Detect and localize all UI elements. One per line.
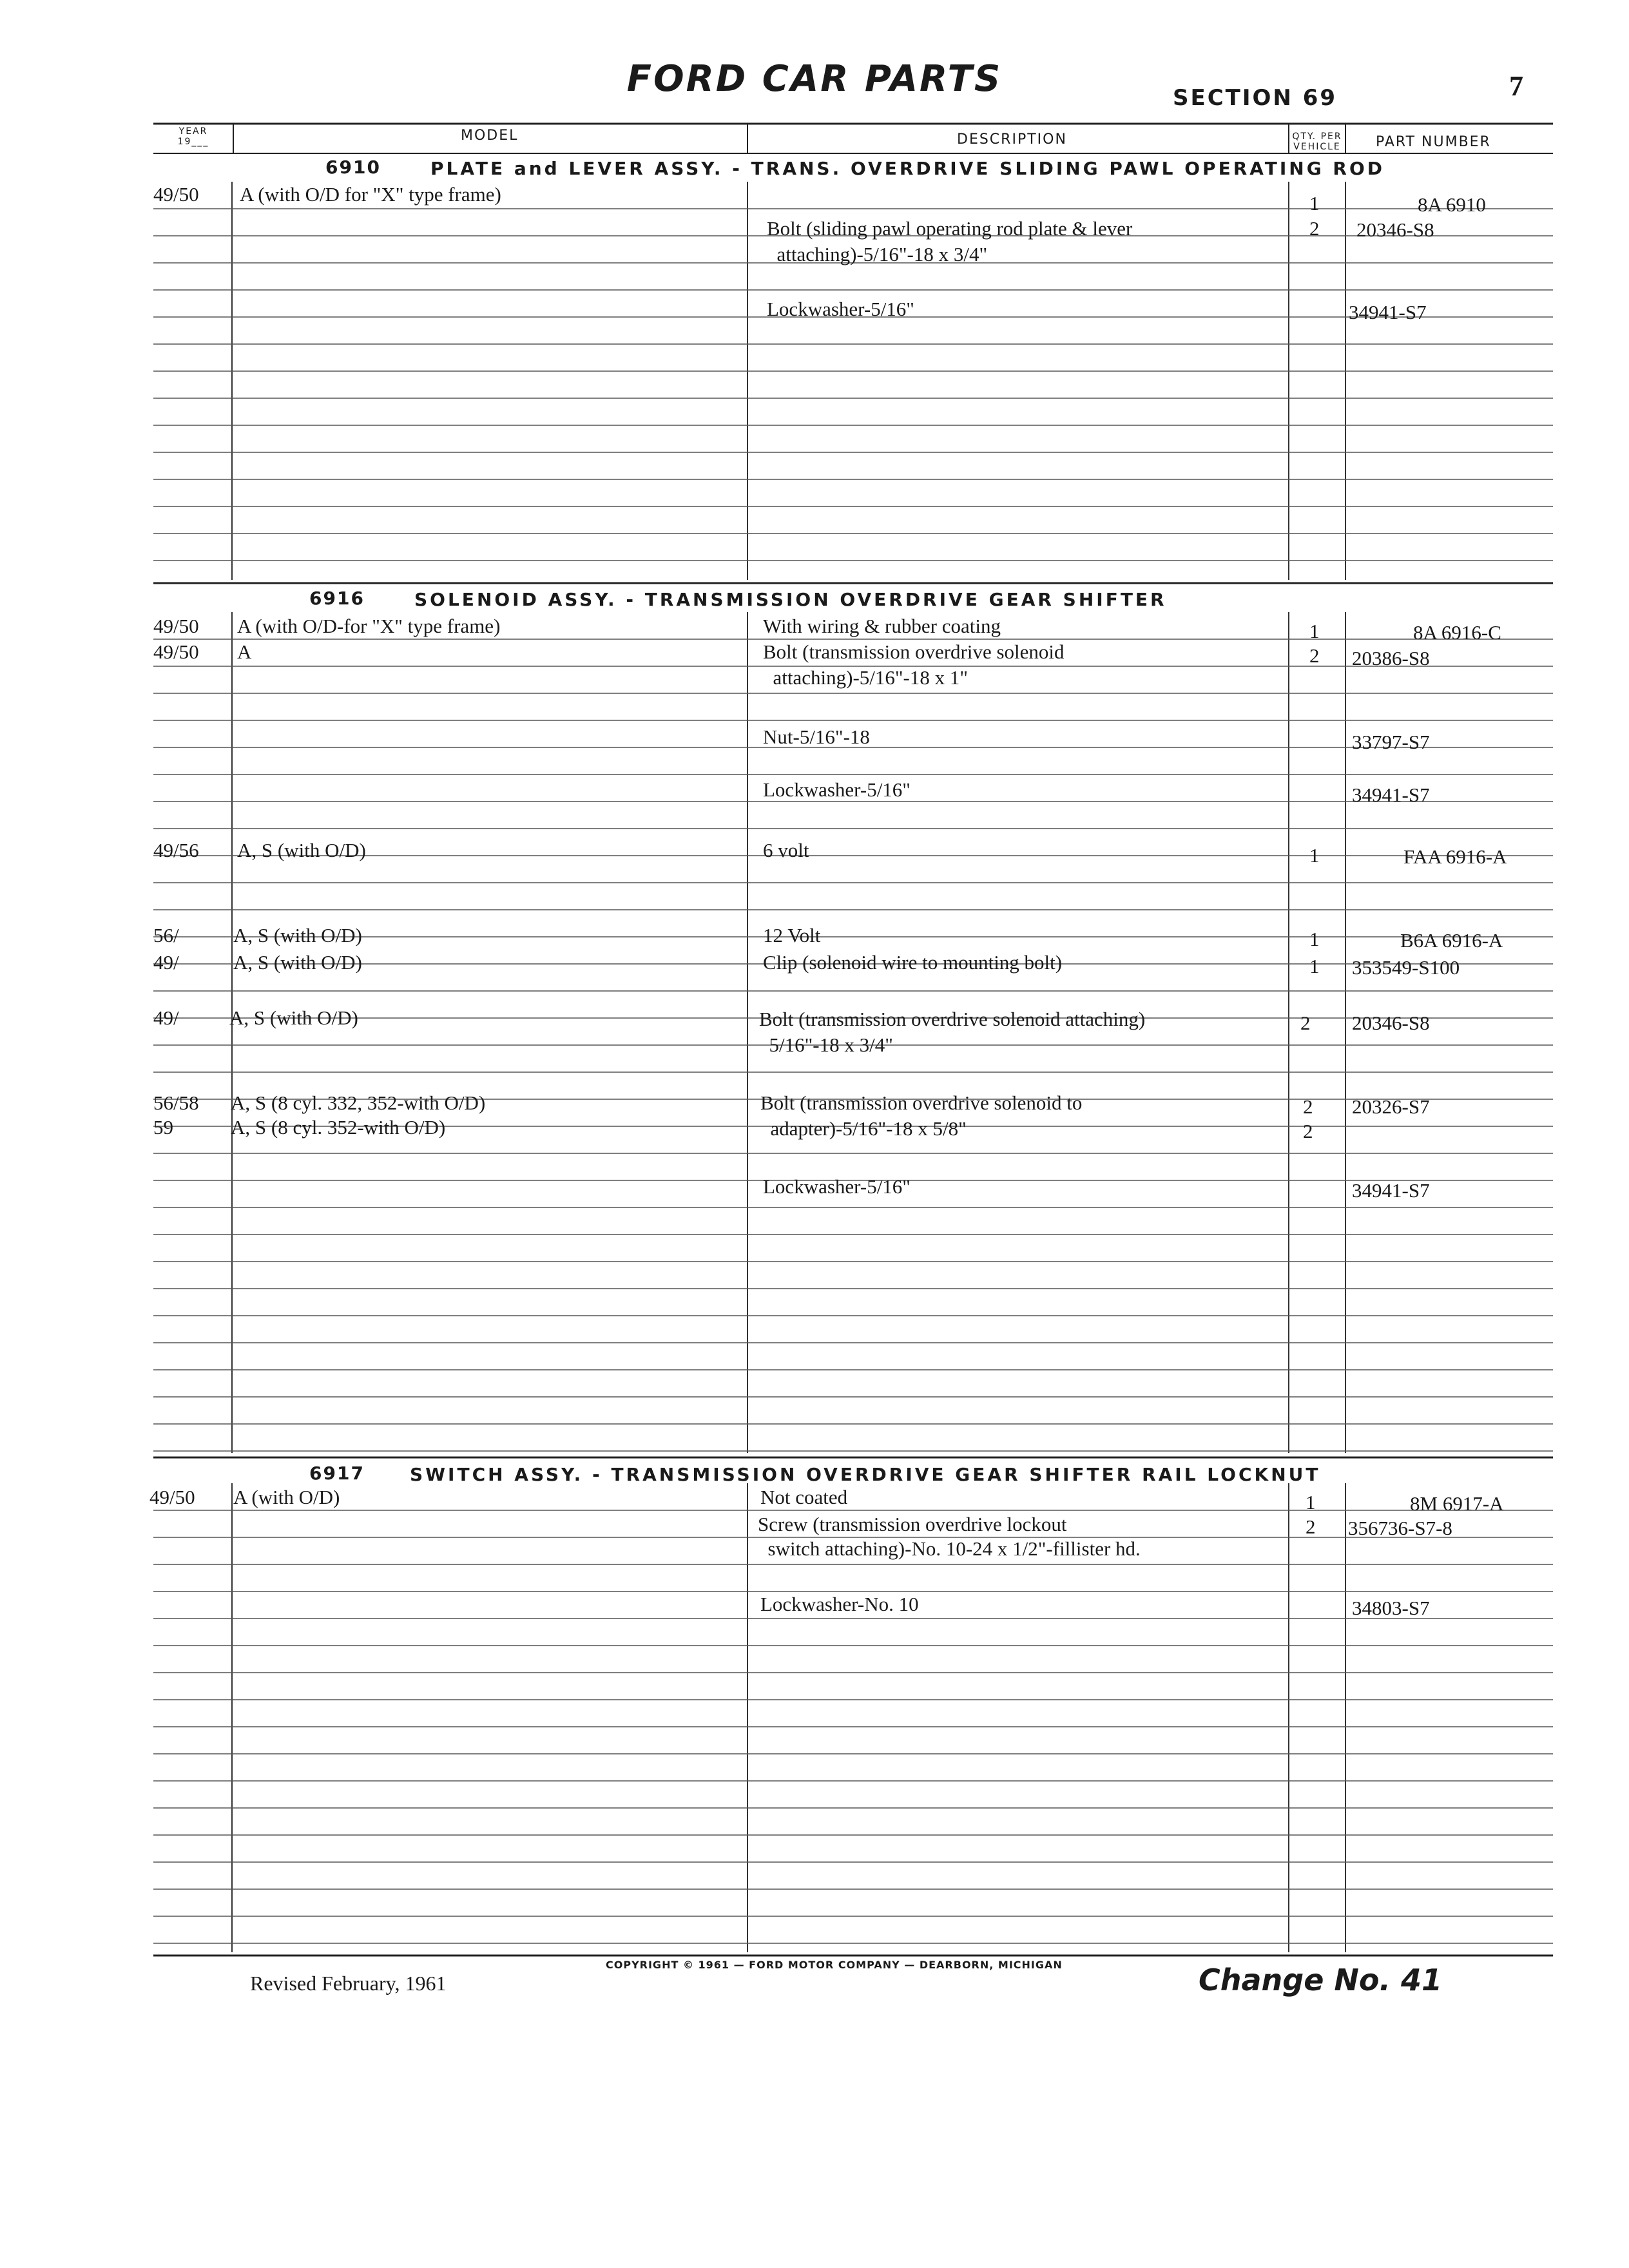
row-description: Bolt (transmission overdrive solenoid [763, 640, 1065, 663]
row-description: Lockwasher-5/16" [763, 1175, 911, 1198]
row-part: 20346-S8 [1356, 218, 1434, 241]
row-part: 356736-S7-8 [1348, 1517, 1452, 1539]
row-part: FAA 6916-A [1403, 845, 1507, 868]
group-number: 6916 [309, 588, 365, 609]
row-qty: 1 [1306, 1491, 1316, 1514]
row-part: B6A 6916-A [1400, 929, 1503, 952]
change-number: Change No. 41 [1199, 1963, 1443, 1997]
row-part: 34941-S7 [1352, 1179, 1430, 1202]
col-qty-line1: QTY. PER [1292, 131, 1342, 142]
row-year: 59 [153, 1116, 173, 1139]
row-model: A, S (with O/D) [229, 1006, 358, 1029]
row-year: 49/50 [149, 1486, 195, 1508]
row-model: A, S (with O/D) [233, 924, 362, 947]
row-year: 56/58 [153, 1091, 199, 1114]
row-qty: 2 [1309, 644, 1320, 667]
row-year: 49/50 [153, 615, 199, 637]
group-number: 6910 [325, 157, 381, 178]
row-description: adapter)-5/16"-18 x 5/8" [760, 1117, 967, 1140]
row-description: Lockwasher-5/16" [763, 778, 911, 801]
row-part: 8M 6917-A [1410, 1492, 1504, 1515]
group-number: 6917 [309, 1463, 365, 1484]
row-year: 49/ [153, 1006, 179, 1029]
col-description-header: DESCRIPTION [957, 131, 1067, 148]
group-title: SOLENOID ASSY. - TRANSMISSION OVERDRIVE GEAR SHIFTER [414, 589, 1167, 610]
row-part: 353549-S100 [1352, 956, 1460, 979]
col-qty-header [1291, 131, 1343, 152]
group-title: SWITCH ASSY. - TRANSMISSION OVERDRIVE GEAR SHIFTER RAIL LOCKNUT [410, 1464, 1321, 1485]
col-year-label: YEAR [178, 126, 208, 137]
page-title: FORD CAR PARTS [626, 58, 1003, 100]
col-year-prefix: 19___ [177, 137, 209, 147]
row-qty: 1 [1309, 928, 1320, 950]
row-model: A, S (with O/D) [237, 839, 366, 861]
row-qty: 2 [1309, 217, 1320, 240]
row-description: attaching)-5/16"-18 x 3/4" [767, 243, 988, 265]
row-year: 49/50 [153, 183, 199, 206]
row-qty: 2 [1303, 1120, 1313, 1142]
row-description: Bolt (transmission overdrive solenoid to [760, 1091, 1083, 1114]
col-model-header: MODEL [461, 128, 519, 144]
row-description: 6 volt [763, 839, 809, 861]
row-model: A (with O/D) [233, 1486, 340, 1508]
col-part-number-header: PART NUMBER [1376, 134, 1491, 150]
row-qty: 2 [1306, 1515, 1316, 1538]
row-part: 20386-S8 [1352, 647, 1430, 669]
row-year: 49/56 [153, 839, 199, 861]
copyright-notice: COPYRIGHT © 1961 — FORD MOTOR COMPANY — DEARBORN, MICHIGAN [606, 1959, 1063, 1971]
row-qty: 2 [1303, 1095, 1313, 1118]
row-description: switch attaching)-No. 10-24 x 1/2"-fillister hd. [758, 1537, 1141, 1560]
row-description: 12 Volt [763, 924, 821, 947]
row-description: Nut-5/16"-18 [763, 726, 870, 748]
row-part: 34803-S7 [1352, 1597, 1430, 1619]
group-title: PLATE and LEVER ASSY. - TRANS. OVERDRIVE SLIDING PAWL OPERATING ROD [430, 158, 1385, 179]
row-part: 33797-S7 [1352, 731, 1430, 753]
row-year: 49/50 [153, 640, 199, 663]
row-description: Not coated [760, 1486, 848, 1508]
row-qty: 2 [1300, 1012, 1311, 1034]
row-description: Lockwasher-No. 10 [760, 1593, 919, 1615]
row-model: A (with O/D-for "X" type frame) [237, 615, 501, 637]
row-model: A [237, 640, 252, 663]
col-qty-line2: VEHICLE [1293, 142, 1341, 152]
section-label: SECTION 69 [1173, 85, 1338, 111]
row-part: 34941-S7 [1352, 783, 1430, 806]
row-year: 56/ [153, 924, 179, 947]
row-description: Bolt (sliding pawl operating rod plate & lever [767, 217, 1133, 240]
row-qty: 1 [1309, 955, 1320, 977]
row-description: With wiring & rubber coating [763, 615, 1001, 637]
row-description: 5/16"-18 x 3/4" [759, 1033, 893, 1056]
row-part: 20326-S7 [1352, 1095, 1430, 1118]
row-part: 8A 6910 [1418, 193, 1486, 216]
revised-date: Revised February, 1961 [250, 1972, 447, 1995]
row-model: A, S (with O/D) [233, 951, 362, 974]
row-qty: 1 [1309, 192, 1320, 215]
page-number: 7 [1509, 70, 1523, 102]
row-description: Screw (transmission overdrive lockout [758, 1513, 1067, 1535]
row-part: 20346-S8 [1352, 1012, 1430, 1034]
row-year: 49/ [153, 951, 179, 974]
row-qty: 1 [1309, 844, 1320, 867]
row-description: Lockwasher-5/16" [767, 298, 914, 320]
row-qty: 1 [1309, 620, 1320, 642]
row-model: A, S (8 cyl. 332, 352-with O/D) [231, 1091, 486, 1114]
row-description: attaching)-5/16"-18 x 1" [763, 666, 969, 689]
row-model: A, S (8 cyl. 352-with O/D) [231, 1116, 446, 1139]
col-year-header [161, 126, 226, 147]
row-part: 8A 6916-C [1413, 621, 1501, 644]
row-description: Clip (solenoid wire to mounting bolt) [763, 951, 1063, 974]
row-part: 34941-S7 [1349, 301, 1427, 323]
row-model: A (with O/D for "X" type frame) [240, 183, 501, 206]
row-description: Bolt (transmission overdrive solenoid attaching) [759, 1008, 1146, 1030]
